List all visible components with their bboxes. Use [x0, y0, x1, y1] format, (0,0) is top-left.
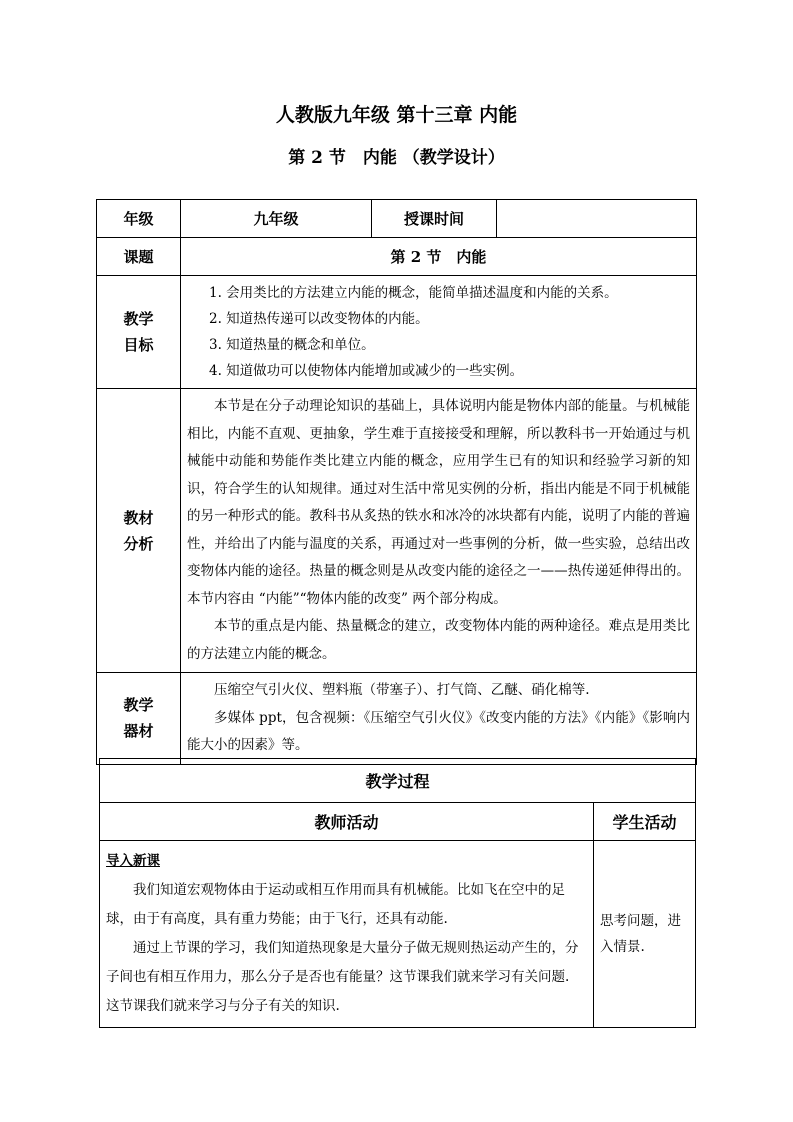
student-activity-header: 学生活动: [594, 803, 696, 841]
section-heading: 导入新课: [106, 853, 160, 869]
analysis-text: [181, 389, 697, 673]
time-label: 授课时间: [372, 200, 497, 238]
equipment-paragraph: 压缩空气引火仪、塑料瓶（带塞子）、打气筒、乙醚、硝化棉等.: [214, 682, 590, 698]
equipment-paragraph: 多媒体 ppt，包含视频：《压缩空气引火仪》《改变内能的方法》《内能》《影响内能大小的因素》等。: [187, 709, 690, 753]
objective-item: 2. 知道热传递可以改变物体的内能。: [209, 311, 429, 327]
objectives-label: 教学 目标: [97, 276, 181, 389]
analysis-row: [97, 389, 697, 673]
analysis-label: 教材 分析: [97, 389, 181, 673]
topic-label: 课题: [97, 238, 181, 276]
objective-item: 1. 会用类比的方法建立内能的概念，能简单描述温度和内能的关系。: [209, 285, 618, 301]
analysis-paragraph: 本节的重点是内能、热量概念的建立，改变物体内能的两种途径。难点是用类比的方法建立内能的概念。: [187, 618, 690, 662]
intro-paragraph: 通过上节课的学习，我们知道热现象是大量分子做无规则热运动产生的，分子间也有相互作用力，那么分子是否也有能量？这节课我们就来学习有关问题.: [106, 940, 579, 985]
student-activity-cell: 思考问题，进入情景.: [594, 841, 696, 1028]
equipment-text: [181, 673, 697, 765]
equipment-row: [97, 673, 697, 765]
grade-row: [97, 200, 697, 238]
lesson-info-table: [96, 199, 697, 765]
intro-paragraph: 这节课我们就来学习与分子有关的知识.: [106, 998, 340, 1014]
objective-item: 4. 知道做功可以使物体内能增加或减少的一些实例。: [209, 363, 524, 379]
document-title: 人教版九年级 第十三章 内能: [275, 104, 518, 126]
grade-value: 九年级: [181, 200, 372, 238]
process-header-row: [100, 803, 696, 841]
teaching-process-table: [99, 758, 696, 1028]
objective-item: 3. 知道热量的概念和单位。: [209, 337, 375, 353]
objectives-list: [181, 276, 697, 389]
topic-value: 第 2 节 内能: [181, 238, 697, 276]
analysis-paragraph: 本节是在分子动理论知识的基础上，具体说明内能是物体内部的能量。与机械能相比，内能不直观、更抽象，学生难于直接接受和理解，所以教科书一开始通过与机械能中动能和势能作类比建立内能的概念，应用学生已有的知识和经验学习新的知识，符合学生的认知规律。通过对生活中常见实例的分析，指出内能是不同于机械能的另一种形式的能。教科书从炙热的铁水和冰冷的冰块都有内能，说明了内能的普遍性，并给出了内能与温度的关系，再通过对一些事例的分析，做一些实验，总结出改变物体内能的途径。热量的概念则是从改变内能的途径之一——热传递延伸得出的。本节内容由 “内能”“物体内能的改变” 两个部分构成。: [187, 398, 690, 607]
teacher-activity-cell: [100, 841, 594, 1028]
time-value[interactable]: [497, 200, 697, 238]
intro-row: [100, 841, 696, 1028]
document-subtitle: 第 2 节 内能 （教学设计）: [288, 148, 505, 168]
teacher-activity-header: 教师活动: [100, 803, 594, 841]
equipment-label: 教学 器材: [97, 673, 181, 765]
intro-paragraph: 我们知道宏观物体由于运动或相互作用而具有机械能。比如飞在空中的足球，由于有高度，具有重力势能；由于飞行，还具有动能.: [106, 882, 565, 927]
process-title: 教学过程: [100, 759, 696, 803]
process-title-row: [100, 759, 696, 803]
topic-row: [97, 238, 697, 276]
grade-label: 年级: [97, 200, 181, 238]
objectives-row: [97, 276, 697, 389]
